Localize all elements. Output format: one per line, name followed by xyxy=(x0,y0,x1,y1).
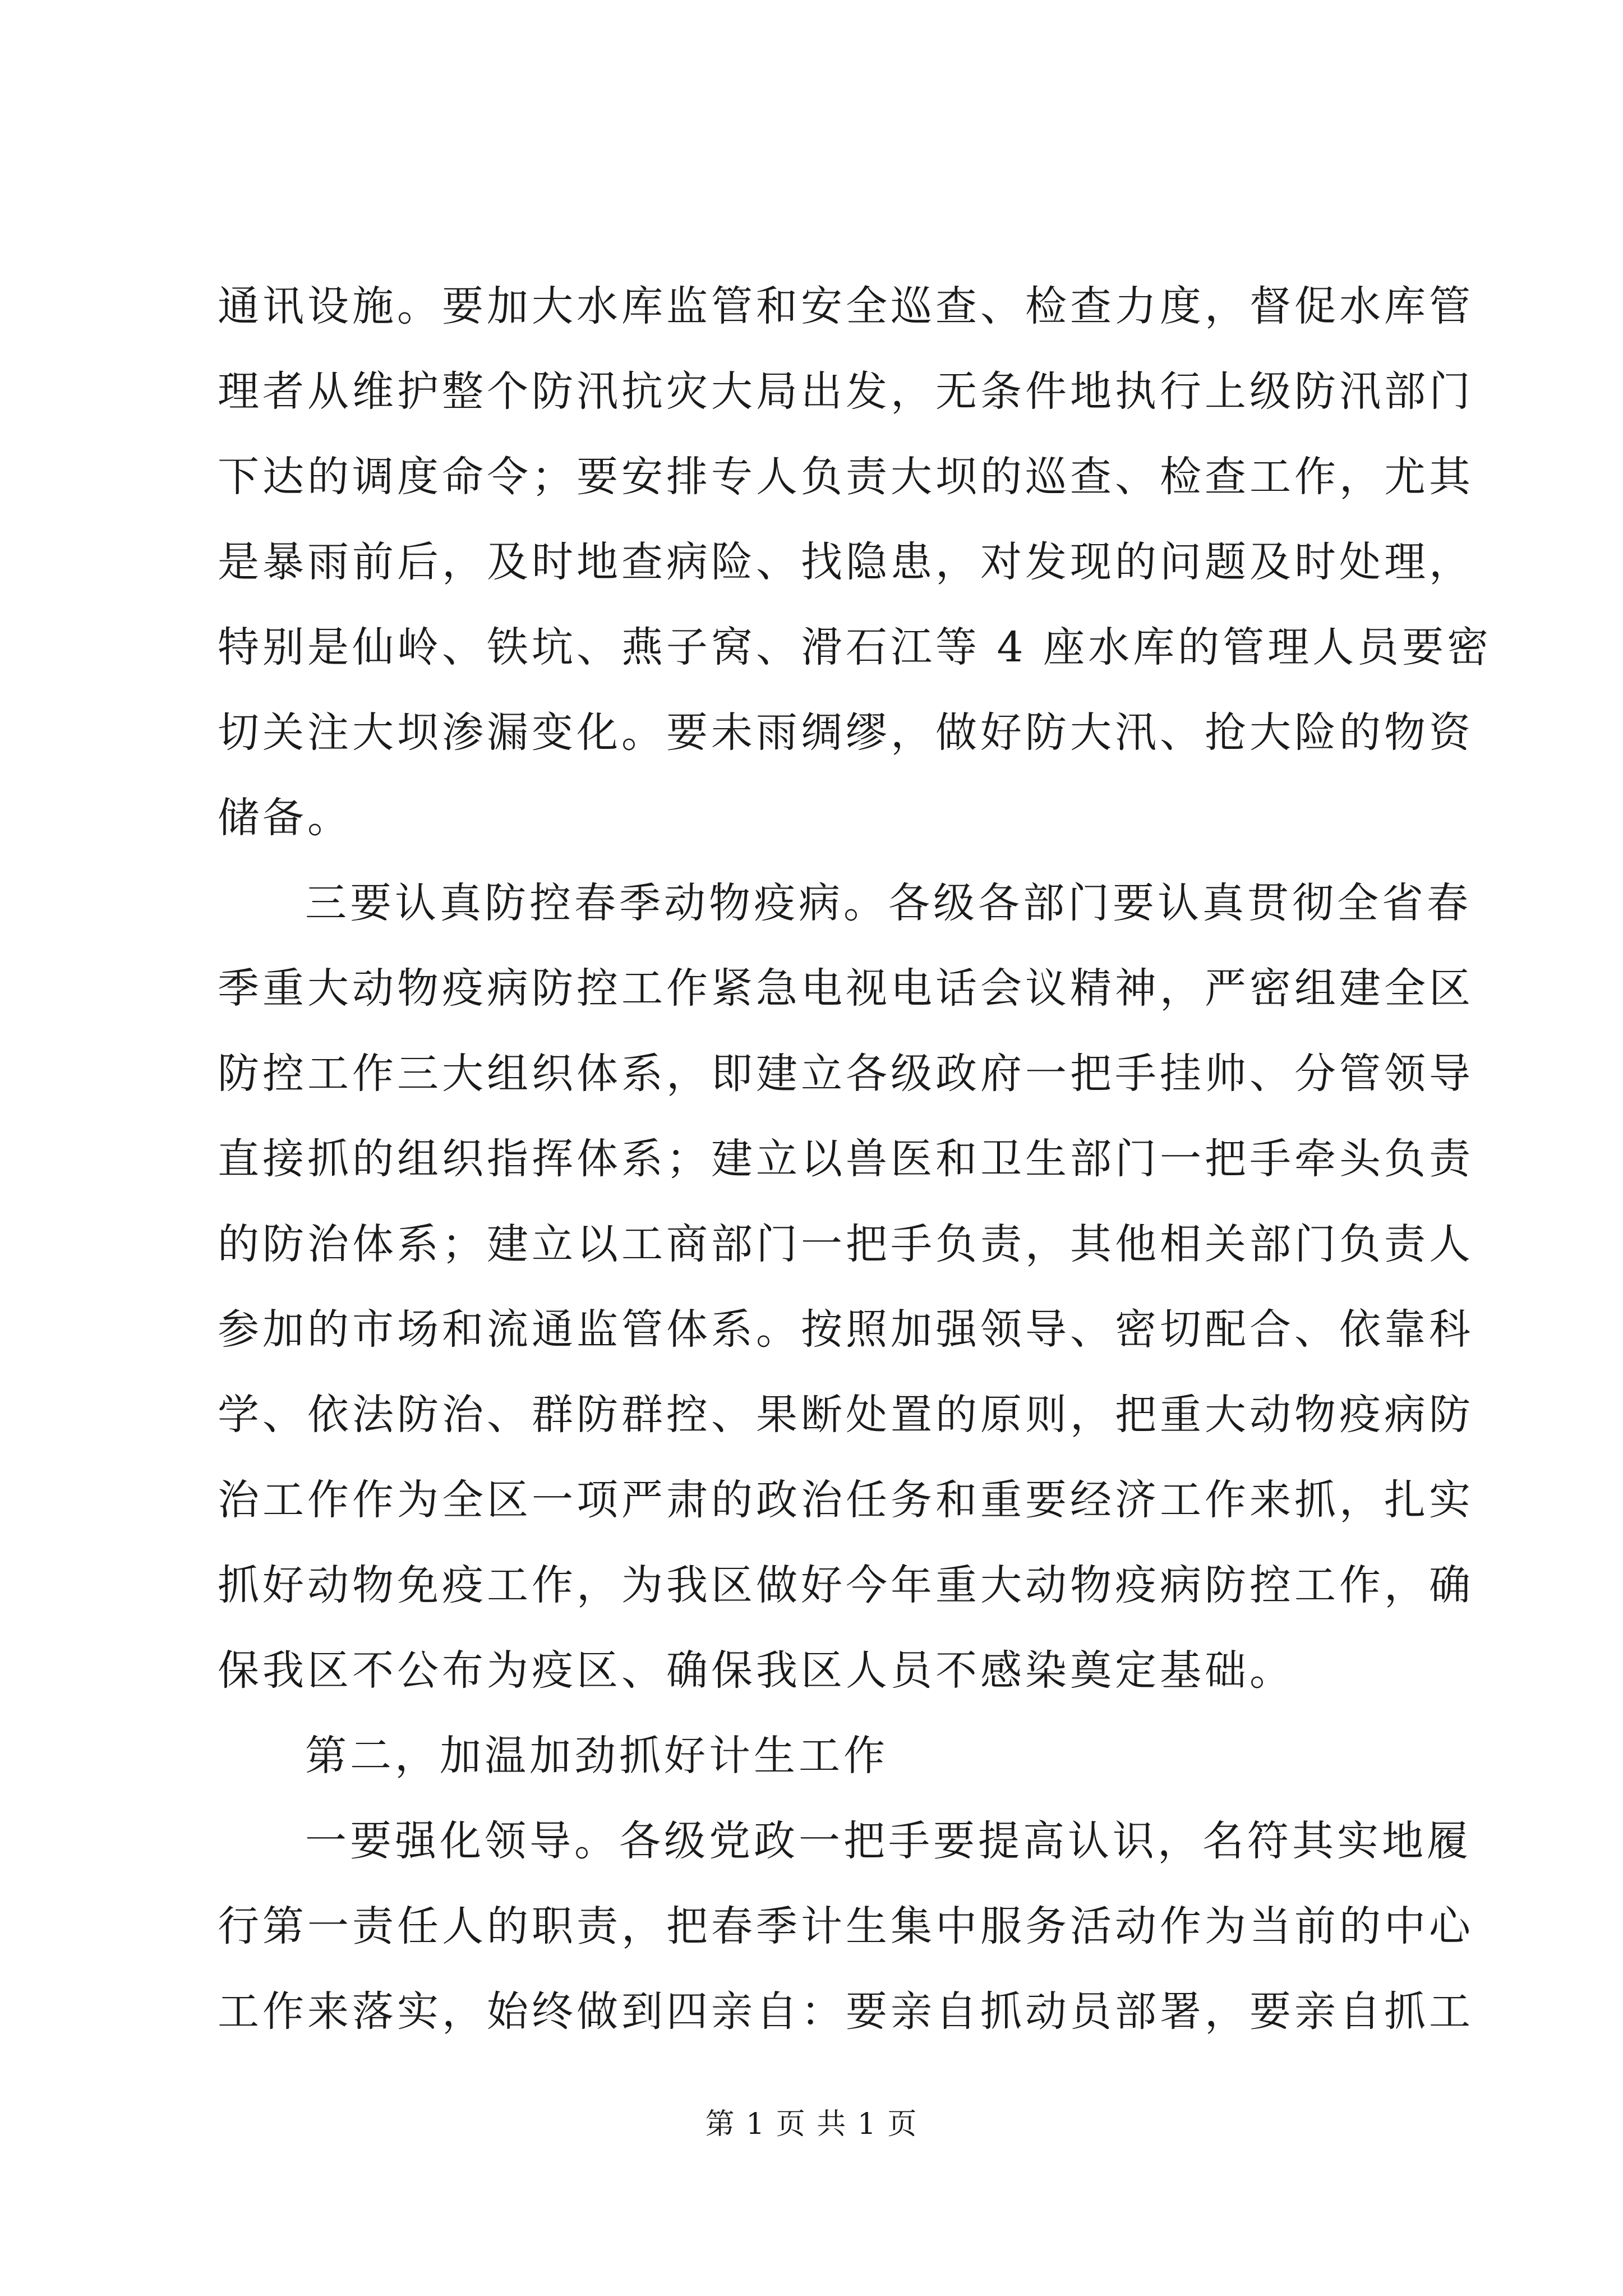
text-line: 防控工作三大组织体系，即建立各级政府一把手挂帅、分管领导 xyxy=(218,1050,1474,1098)
body-text xyxy=(218,264,1492,2054)
text-line: 的防治体系；建立以工商部门一把手负责，其他相关部门负责人 xyxy=(218,1220,1474,1268)
text-line: 治工作作为全区一项严肃的政治任务和重要经济工作来抓，扎实 xyxy=(218,1476,1474,1524)
paragraph-first-line: 三要认真防控春季动物疫病。各级各部门要认真贯彻全省春 xyxy=(305,879,1472,927)
text-line: 参加的市场和流通监管体系。按照加强领导、密切配合、依靠科 xyxy=(218,1305,1474,1354)
section-heading: 第二，加温加劲抓好计生工作 xyxy=(305,1732,888,1780)
text-line: 是暴雨前后，及时地查病险、找隐患，对发现的问题及时处理， xyxy=(218,538,1474,586)
text-line: 学、依法防治、群防群控、果断处置的原则，把重大动物疫病防 xyxy=(218,1391,1474,1439)
text-line: 下达的调度命令；要安排专人负责大坝的巡查、检查工作，尤其 xyxy=(218,453,1474,501)
text-line: 保我区不公布为疫区、确保我区人员不感染奠定基础。 xyxy=(218,1646,1294,1695)
text-line: 工作来落实，始终做到四亲自：要亲自抓动员部署，要亲自抓工 xyxy=(218,1987,1474,2036)
text-line: 抓好动物免疫工作，为我区做好今年重大动物疫病防控工作，确 xyxy=(218,1561,1474,1609)
text-line: 理者从维护整个防汛抗灾大局出发，无条件地执行上级防汛部门 xyxy=(218,367,1474,416)
text-line: 季重大动物疫病防控工作紧急电视电话会议精神，严密组建全区 xyxy=(218,964,1474,1013)
text-line: 通讯设施。要加大水库监管和安全巡查、检查力度，督促水库管 xyxy=(218,282,1474,330)
text-line: 储备。 xyxy=(218,794,352,842)
paragraph-first-line: 一要强化领导。各级党政一把手要提高认识，名符其实地履 xyxy=(305,1817,1472,1865)
text-line: 行第一责任人的职责，把春季计生集中服务活动作为当前的中心 xyxy=(218,1902,1474,1950)
page-footer: 第 1 页 共 1 页 xyxy=(705,2108,918,2141)
text-line: 直接抓的组织指挥体系；建立以兽医和卫生部门一把手牵头负责 xyxy=(218,1135,1474,1183)
text-line: 切关注大坝渗漏变化。要未雨绸缪，做好防大汛、抢大险的物资 xyxy=(218,708,1474,757)
text-line: 特别是仙岭、铁坑、燕子窝、滑石江等 4 座水库的管理人员要密 xyxy=(218,623,1492,671)
